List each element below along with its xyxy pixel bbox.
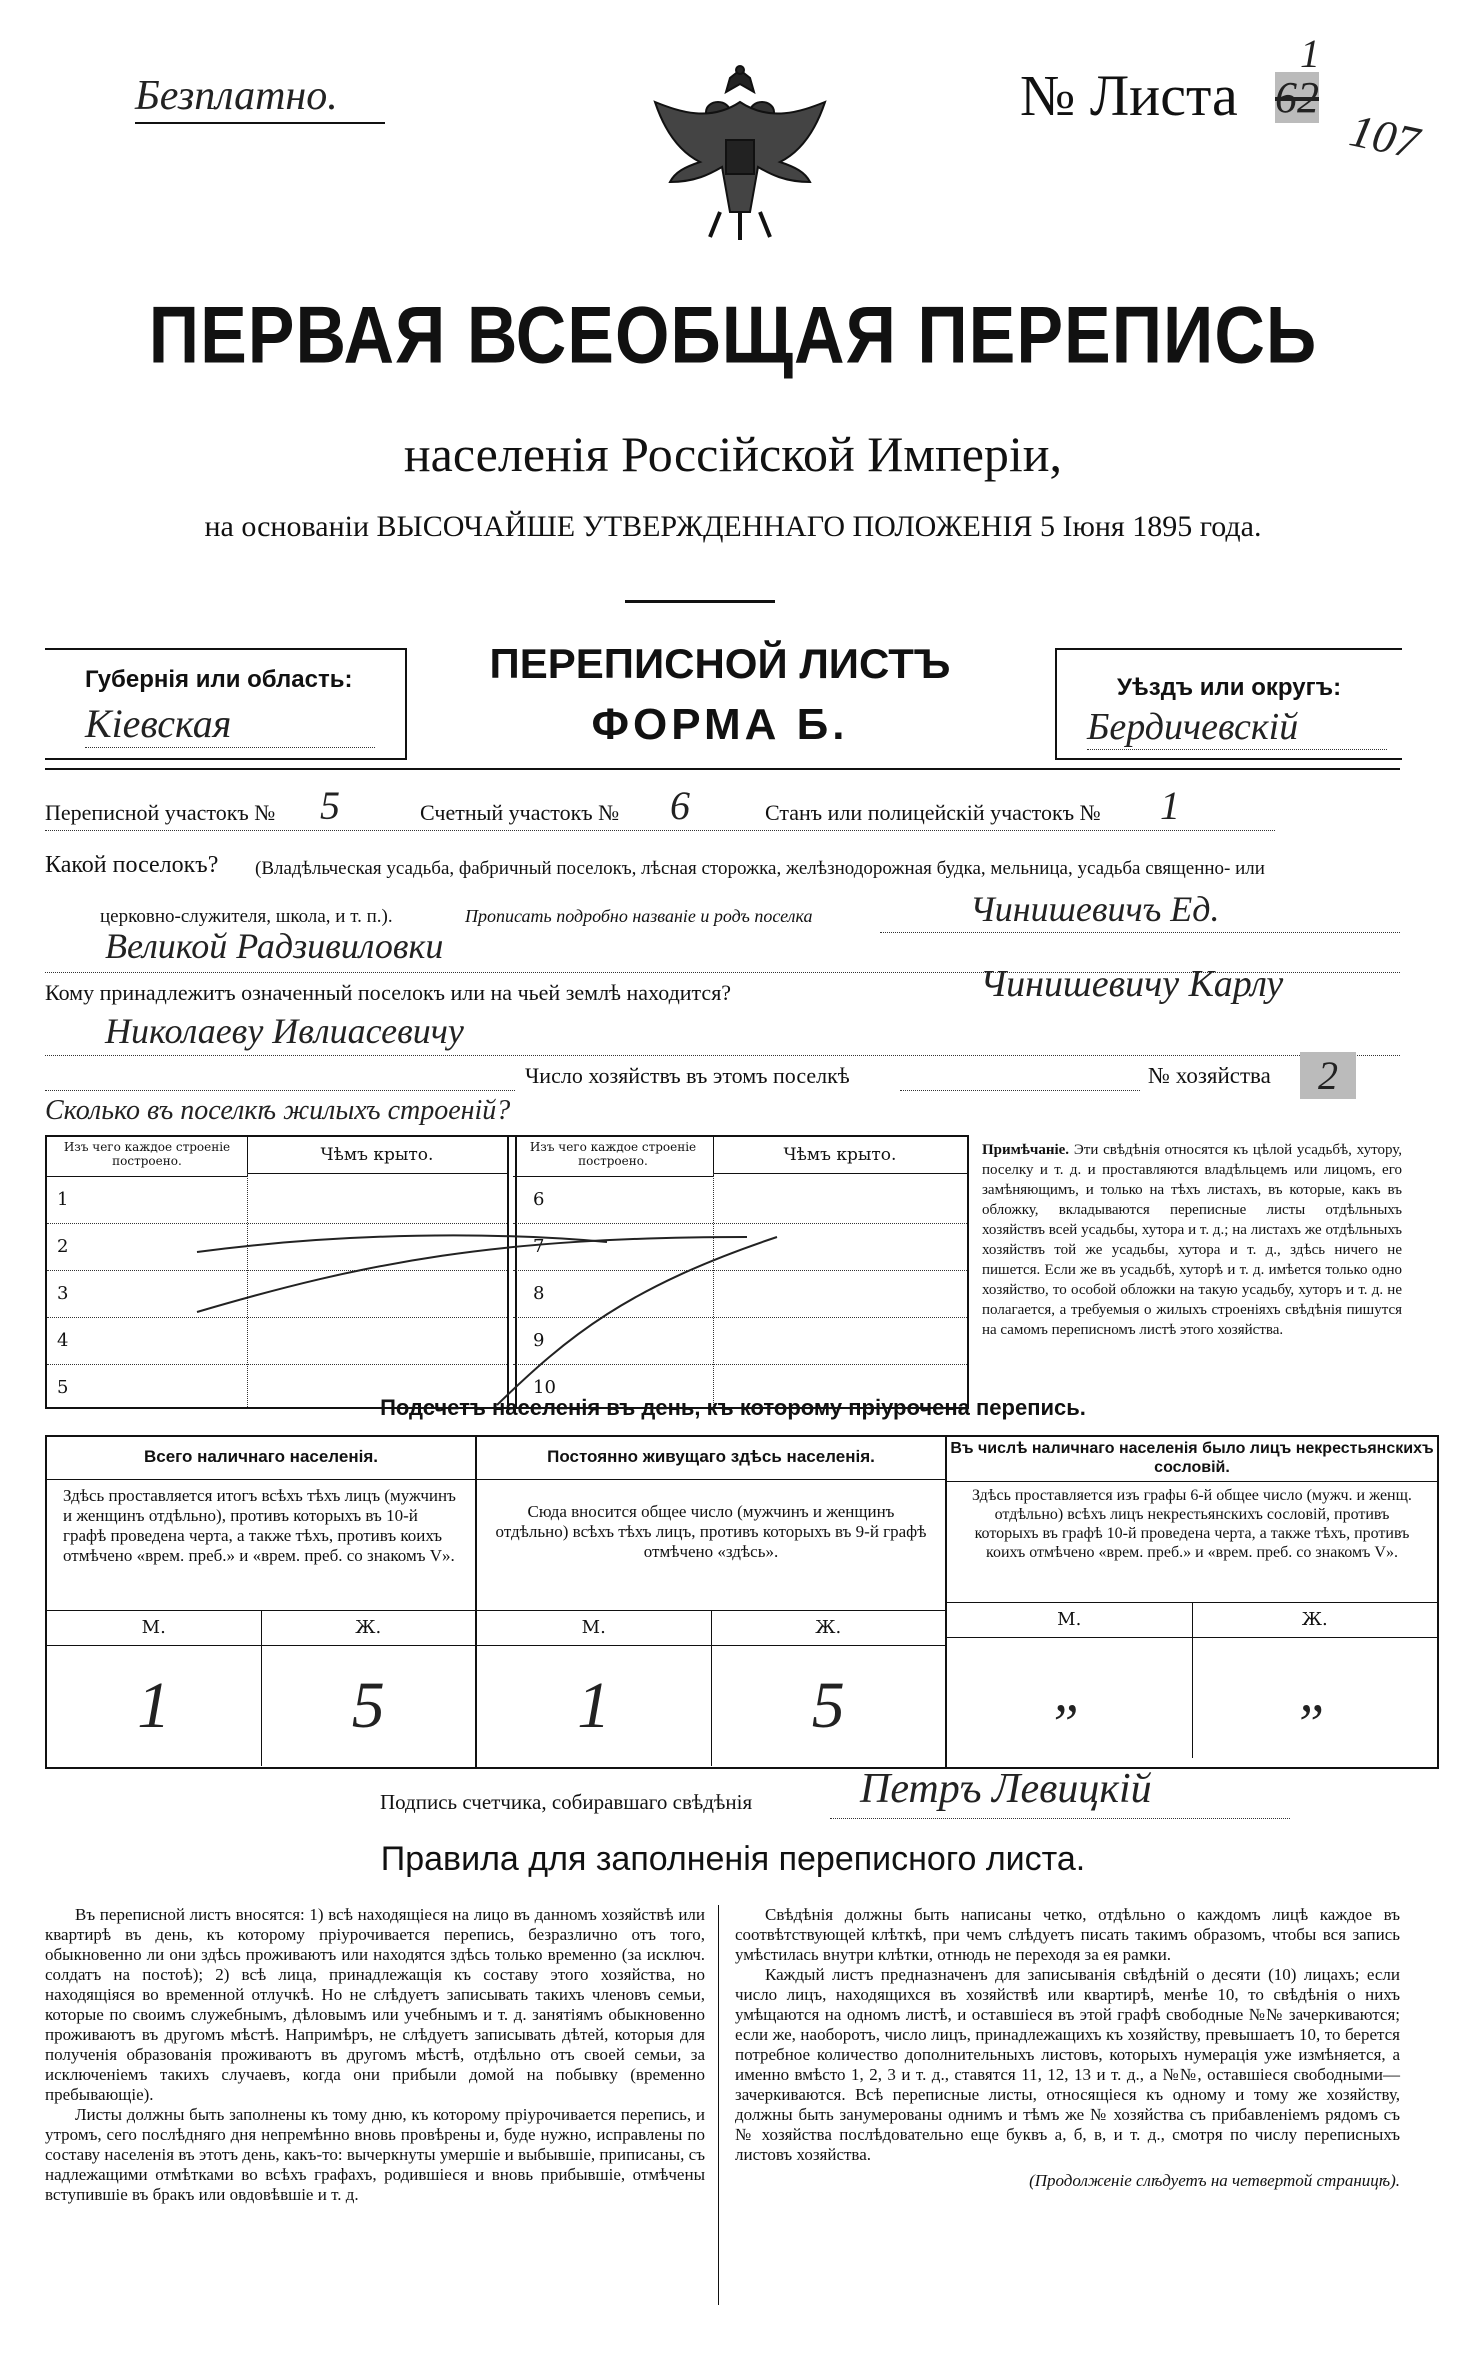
sheet-number-label: № Листа — [1020, 63, 1238, 128]
population-col-non-peasant — [947, 1437, 1437, 1767]
population-heading: Подсчетъ населенія въ день, къ которому пріурочена перепись. — [380, 1395, 1086, 1420]
female-label: Ж. — [815, 1617, 842, 1638]
non-peasant-female-value: „ — [1299, 1662, 1331, 1724]
imperial-eagle-emblem — [640, 62, 840, 247]
population-col-present — [47, 1437, 477, 1767]
signature-label: Подпись счетчика, собиравшаго свѣдѣнія — [380, 1790, 753, 1814]
permanent-values — [477, 1646, 945, 1766]
non-peasant-values — [947, 1638, 1437, 1758]
present-female-value: 5 — [351, 1669, 385, 1742]
building-row-number: 5 — [57, 1377, 69, 1398]
uezd-box — [1055, 648, 1402, 760]
guberniya-value: Кіевская — [85, 700, 375, 748]
note-title: Примѣчаніе. — [982, 1142, 1070, 1158]
stan-label: Станъ или полицейскій участокъ № — [765, 800, 1101, 825]
rules-right-paragraph-2: Каждый листъ предназначенъ для записыванія свѣдѣній о десяти (10) лицахъ; если число лицъ, находящихся въ хозяйствѣ или квартирѣ, менѣе 10, то свѣдѣнія о нихъ умѣщаются на одномъ листѣ, и оставшіеся въ этой графѣ свободные №№ зачеркиваются; если же, наоборотъ, число лицъ, принадлежащихъ къ хозяйству, превышаетъ 10, то берется потребное количество дополнительныхъ листовъ, которыхъ нумерація уже измѣняется, а именно вмѣсто 1, 2, 3 и т. д., ставятся 11, 12, 13 и т. д., а №№, оставшіеся свободными—зачеркиваются. Всѣ переписные листы, относящіеся къ одному и тому же хозяйству, должны быть занумерованы однимъ и тѣмъ же № хозяйства съ прибавленіемъ рядомъ съ № хозяйства послѣдовательно еще буквъ а, б, в, и т. д., смотря по числу переписныхъ листовъ хозяйства. — [735, 1965, 1400, 2164]
non-peasant-title: Въ числѣ наличнаго населенія было лицъ некрестьянскихъ сословій. — [947, 1437, 1437, 1482]
title-divider — [625, 600, 775, 603]
owner-dotline — [45, 1055, 1400, 1056]
stan-value: 1 — [1160, 783, 1180, 828]
owner-value-2: Николаеву Ивлиасевичу — [105, 1011, 464, 1051]
settlement-dotline-1 — [880, 932, 1400, 933]
count-district-label: Счетный участокъ № — [420, 800, 620, 825]
settlement-value-1: Чинишевичъ Ед. — [970, 889, 1220, 929]
population-table — [45, 1435, 1439, 1769]
non-peasant-sex-header — [947, 1603, 1437, 1638]
population-col-permanent — [477, 1437, 947, 1767]
guberniya-box — [45, 648, 407, 760]
free-of-charge-label: Безплатно. — [135, 73, 338, 119]
rules-right-paragraph-1: Свѣдѣнія должны быть написаны четко, отдѣльно о каждомъ лицѣ каждое въ соотвѣтствующей клѣткѣ, при чемъ слѣдуетъ писать такимъ образомъ, чтобы вся запись умѣстилась внутри клѣтки, отнюдь не переходя за ея рамки. — [735, 1905, 1400, 1964]
sheet-number-handwritten: 107 — [1345, 104, 1424, 169]
corner-mark: 1 — [1300, 31, 1320, 76]
buildings-label: Сколько въ поселкѣ жилыхъ строеній? — [45, 1095, 511, 1126]
subtitle: населенія Россійской Имперіи, — [403, 426, 1063, 482]
form-name: ФОРМА Б. — [591, 700, 849, 749]
present-sex-header — [47, 1611, 475, 1646]
count-district-value: 6 — [670, 783, 690, 828]
household-number-label: № хозяйства — [1148, 1063, 1271, 1088]
present-desc: Здѣсь проставляется итогъ всѣхъ тѣхъ лицъ (мужчинъ и женщинъ отдѣльно), противъ которыхъ въ 10-й графѣ проведена черта, а также тѣхъ, противъ коихъ отмѣчено «врем. преб.» и «врем. преб. со знакомъ V». — [47, 1480, 475, 1611]
building-row-number: 6 — [533, 1189, 545, 1210]
census-district-value: 5 — [320, 783, 340, 828]
households-value-dotline — [900, 1090, 1140, 1091]
buildings-table — [45, 1135, 969, 1409]
building-row-number: 9 — [533, 1330, 545, 1351]
building-row-number: 4 — [57, 1330, 69, 1351]
settlement-instruction: Прописать подробно названіе и родъ поселка — [465, 906, 813, 926]
roof-header-left: Чѣмъ крыто. — [247, 1137, 507, 1174]
sheet-number-old: 62 — [1275, 73, 1319, 122]
settlement-label: Какой поселокъ? — [45, 852, 219, 878]
legal-basis: на основаніи ВЫСОЧАЙШЕ УТВЕРЖДЕННАГО ПОЛОЖЕНІЯ 5 Іюня 1895 года. — [204, 510, 1262, 543]
form-header-rule — [45, 768, 1400, 770]
male-label: М. — [477, 1611, 712, 1645]
cross-out-strokes — [47, 1137, 967, 1407]
permanent-female-value: 5 — [811, 1669, 845, 1742]
households-label: Число хозяйствъ въ этомъ поселкѣ — [525, 1063, 850, 1088]
rules-left-paragraph-1: Въ переписной листъ вносятся: 1) всѣ находящіеся на лицо въ данномъ хозяйствѣ или квартирѣ въ день, къ которому пріурочивается перепись, безразлично отъ того, обыкновенно ли они здѣсь проживаютъ или находятся здѣсь только временно (за исключ. солдатъ на постоѣ); 2) всѣ лица, принадлежащія къ составу этого хозяйства, но находящіяся во временной отлучкѣ. Но не слѣдуетъ записывать такихъ членовъ семьи, которые по своимъ служебнымъ, дѣловымъ или учебнымъ и т. д. занятіямъ обыкновенно проживаютъ въ другомъ мѣстѣ. Напримѣръ, не слѣдуетъ записывать дѣтей, которыя для полученія образованія проживаютъ въ другомъ мѣстѣ, отдѣльно отъ своей семьи, за исключеніемъ такихъ случаевъ, когда они прибыли домой на побывку (временно пребывающіе). — [45, 1905, 705, 2104]
building-row-number: 10 — [533, 1377, 556, 1398]
census-district-label: Переписной участокъ № — [45, 800, 276, 825]
non-peasant-desc: Здѣсь проставляется изъ графы 6-й общее число (мужч. и женщ. отдѣльно) всѣхъ лицъ некрестьянскихъ сословій, противъ которыхъ въ графѣ 10-й проведена черта, а также тѣхъ, противъ коихъ отмѣчено «врем. преб.» и «врем. преб. со знакомъ V». — [947, 1482, 1437, 1603]
main-title: ПЕРВАЯ ВСЕОБЩАЯ ПЕРЕПИСЬ — [148, 290, 1318, 380]
uezd-label: Уѣздъ или округъ: — [1117, 674, 1342, 701]
present-title: Всего наличнаго населенія. — [47, 1437, 475, 1480]
permanent-sex-header — [477, 1611, 945, 1646]
male-label: М. — [947, 1603, 1193, 1637]
free-underline — [135, 122, 385, 124]
buildings-note — [982, 1140, 1402, 1340]
settlement-hint: (Владѣльческая усадьба, фабричный поселокъ, лѣсная сторожка, желѣзнодорожная будка, мельница, усадьба священно- или — [255, 858, 1265, 879]
material-header-left: Изъ чего каждое строеніе построено. — [47, 1137, 248, 1177]
rules-right-column — [735, 1905, 1400, 2191]
material-header-right: Изъ чего каждое строеніе построено. — [513, 1137, 714, 1177]
rules-left-paragraph-2: Листы должны быть заполнены къ тому дню, къ которому пріурочивается перепись, и утромъ, сего послѣдняго дня непремѣнно вновь провѣрены и, буде нужно, исправлены по составу населенія въ этотъ день, какъ-то: вычеркнуты умершіе и выбывшіе, приписаны, съ надлежащими отмѣтками во всѣхъ графахъ, родившіеся и вновь прибывшіе, отмѣчены вступившіе въ бракъ или овдовѣвшіе и т. д. — [45, 2105, 705, 2204]
building-row-number: 7 — [533, 1236, 545, 1257]
guberniya-label: Губернія или область: — [85, 666, 353, 693]
signature-value: Петръ Левицкій — [860, 1766, 1152, 1812]
permanent-male-value: 1 — [477, 1646, 712, 1766]
permanent-title: Постоянно живущаго здѣсь населенія. — [477, 1437, 945, 1480]
settlement-hint-2: церковно-служителя, школа, и т. п.). — [100, 906, 393, 927]
female-label: Ж. — [355, 1617, 382, 1638]
note-text: Эти свѣдѣнія относятся къ цѣлой усадьбѣ, хутору, поселку и т. д. и проставляются владѣльцемъ или лицомъ, его замѣняющимъ, и только на тѣхъ листахъ, въ которые, какъ въ обложку, вкладываются переписные листы отдѣльныхъ хозяйствъ всей усадьбы, хутора и т. д.; на листахъ же отдѣльныхъ хозяйствъ той же усадьбы, хутора и т. д., здѣсь ничего не пишется. Если же въ усадьбѣ, хуторѣ и т. д. имѣется только одно хозяйство, то особой обложки на такую усадьбу, хуторъ и т. д. не полагается, а требуемыя о жилыхъ строеніяхъ свѣдѣнія пишутся на самомъ переписномъ листѣ этого хозяйства. — [982, 1142, 1403, 1338]
roof-header-right: Чѣмъ крыто. — [713, 1137, 967, 1174]
district-dotline — [45, 830, 1275, 831]
uezd-value: Бердичевскій — [1087, 705, 1387, 750]
signature-dotline — [830, 1818, 1290, 1819]
present-male-value: 1 — [47, 1646, 262, 1766]
rules-left-column — [45, 1905, 705, 2205]
female-label: Ж. — [1301, 1609, 1328, 1630]
sheet-title: ПЕРЕПИСНОЙ ЛИСТЪ — [489, 640, 951, 687]
permanent-desc: Сюда вносится общее число (мужчинъ и женщинъ отдѣльно) всѣхъ тѣхъ лицъ, противъ которыхъ въ 9-й графѣ отмѣчено «здѣсь». — [477, 1480, 945, 1611]
owner-value-1: Чинишевичу Карлу — [980, 963, 1284, 1005]
building-row-number: 8 — [533, 1283, 545, 1304]
present-values — [47, 1646, 475, 1766]
non-peasant-male-value: „ — [947, 1638, 1193, 1758]
male-label: М. — [47, 1611, 262, 1645]
building-row-number: 3 — [57, 1283, 69, 1304]
rules-column-divider — [718, 1905, 719, 2305]
building-row-number: 2 — [57, 1236, 69, 1257]
building-row-number: 1 — [57, 1189, 69, 1210]
rules-heading: Правила для заполненія переписного листа. — [380, 1840, 1086, 1878]
households-dotline — [45, 1090, 515, 1091]
household-number-value: 2 — [1300, 1052, 1356, 1099]
owner-label: Кому принадлежитъ означенный поселокъ или на чьей землѣ находится? — [45, 980, 732, 1005]
rules-continued: (Продолженіе слѣдуетъ на четвертой страницѣ). — [1029, 2171, 1400, 2190]
settlement-value-2: Великой Радзивиловки — [105, 926, 444, 966]
